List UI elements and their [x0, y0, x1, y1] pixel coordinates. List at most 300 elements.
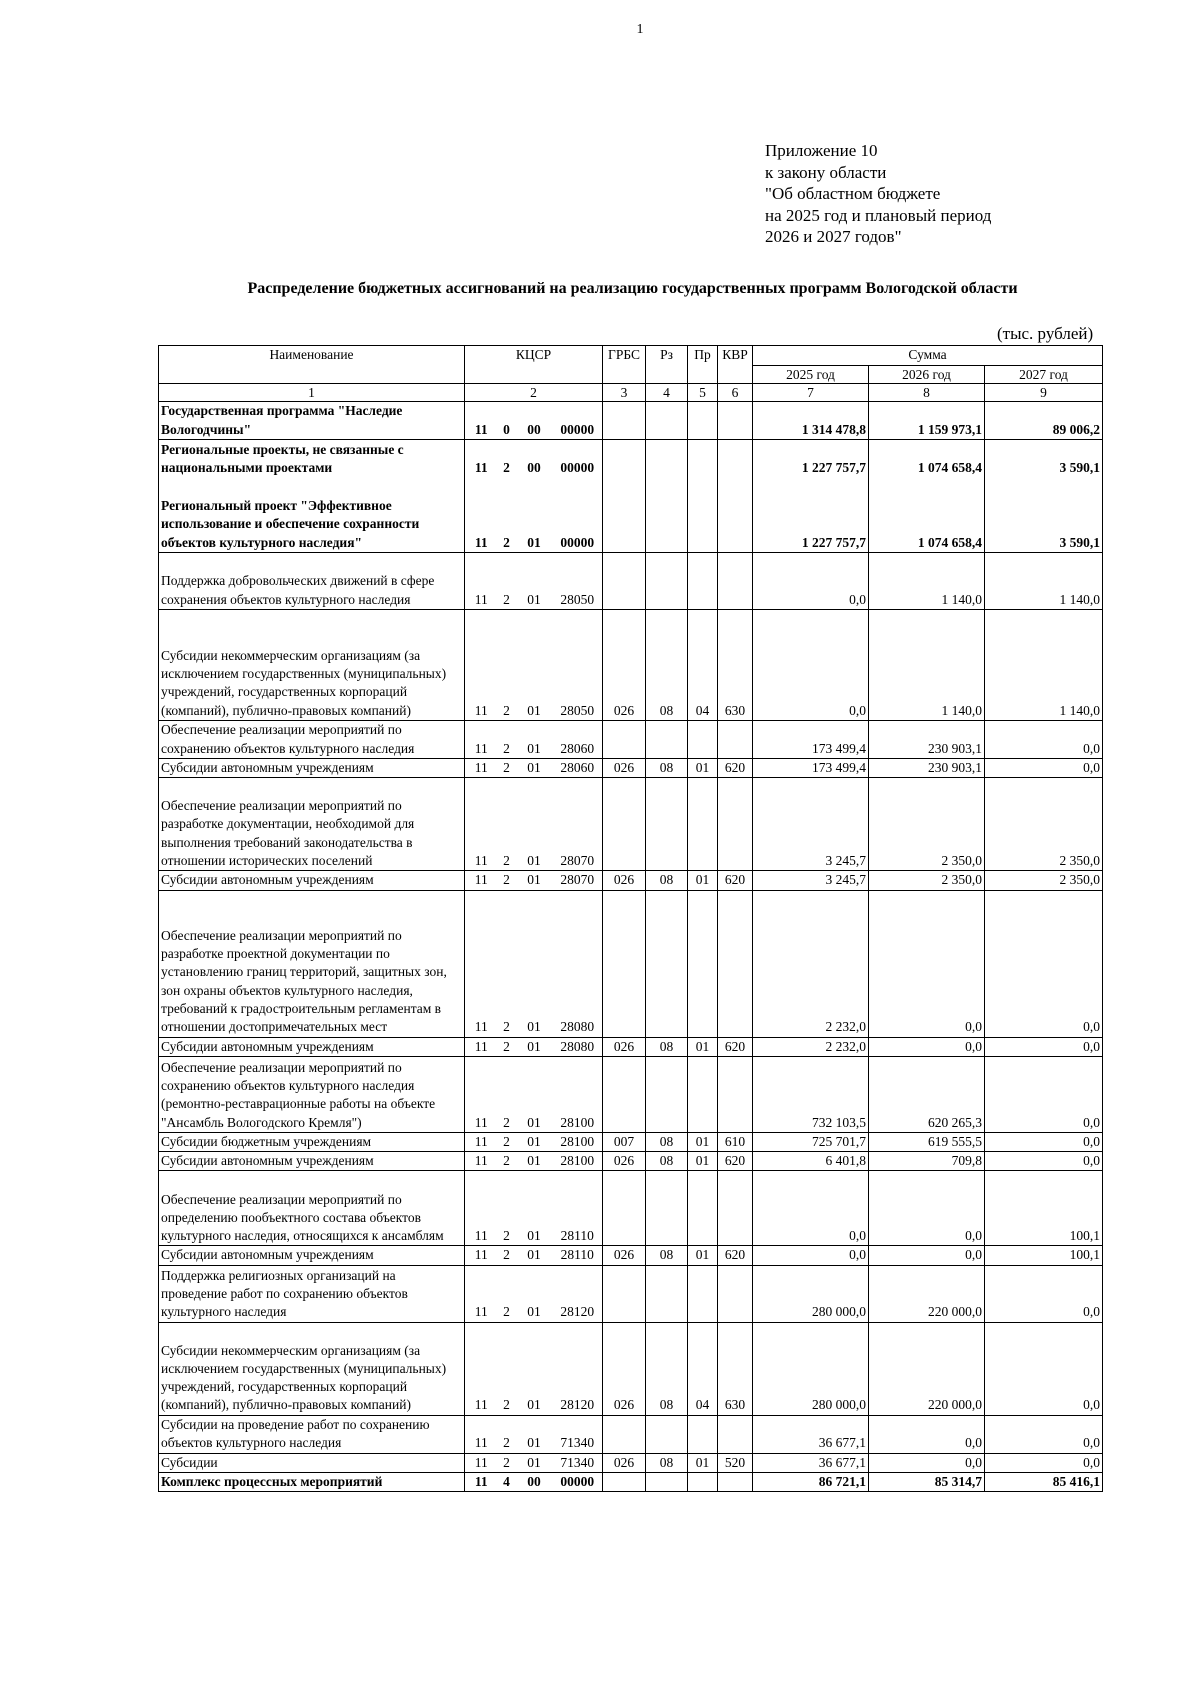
table-row — [159, 1265, 1103, 1322]
pr-code — [688, 1171, 718, 1246]
amount-2025: 36 677,1 — [753, 1415, 869, 1453]
page-number: 1 — [636, 22, 644, 37]
column-number: 9 — [985, 384, 1103, 402]
table-cell-name: Субсидии автономным учреждениям — [159, 1246, 465, 1265]
appendix-line: на 2025 год и плановый период — [765, 205, 992, 225]
rz-code: 08 — [646, 1132, 688, 1151]
table-body — [159, 402, 1103, 1492]
grbs-code — [603, 1415, 646, 1453]
kcsr-type-code: 4 — [498, 1473, 516, 1492]
amount-2025: 86 721,1 — [753, 1473, 869, 1492]
kcsr-direction-code: 28060 — [553, 721, 603, 759]
table-row — [159, 1415, 1103, 1453]
kcsr-type-code: 2 — [498, 1171, 516, 1246]
table-cell-name: Региональный проект "Эффективное использование и обеспечение сохранности объектов культурного наследия" — [159, 478, 465, 553]
amount-2026: 0,0 — [869, 1037, 985, 1056]
kcsr-project-code: 01 — [516, 1037, 553, 1056]
kcsr-direction-code: 28070 — [553, 778, 603, 871]
amount-2026: 0,0 — [869, 1415, 985, 1453]
grbs-code: 026 — [603, 759, 646, 778]
grbs-code — [603, 440, 646, 478]
pr-code — [688, 440, 718, 478]
amount-2027: 0,0 — [985, 1152, 1103, 1171]
header-kvr: КВР — [718, 346, 753, 384]
table-row — [159, 553, 1103, 610]
table-row — [159, 1246, 1103, 1265]
amount-2027: 100,1 — [985, 1246, 1103, 1265]
kcsr-direction-code: 28120 — [553, 1322, 603, 1415]
kcsr-project-code: 01 — [516, 478, 553, 553]
amount-2027: 2 350,0 — [985, 871, 1103, 890]
kcsr-program-code: 11 — [465, 1322, 498, 1415]
kcsr-project-code: 01 — [516, 1056, 553, 1132]
table-row — [159, 1171, 1103, 1246]
pr-code — [688, 1056, 718, 1132]
kcsr-direction-code: 28080 — [553, 1037, 603, 1056]
header-kcsr: КЦСР — [465, 346, 603, 384]
amount-2025: 1 314 478,8 — [753, 402, 869, 440]
units-label: (тыс. рублей) — [997, 324, 1094, 343]
amount-2027: 3 590,1 — [985, 478, 1103, 553]
kcsr-project-code: 00 — [516, 440, 553, 478]
kcsr-type-code: 2 — [498, 1322, 516, 1415]
rz-code — [646, 440, 688, 478]
amount-2027: 0,0 — [985, 1056, 1103, 1132]
budget-table — [158, 345, 1103, 1492]
amount-2026: 0,0 — [869, 890, 985, 1037]
table-cell-name: Субсидии автономным учреждениям — [159, 759, 465, 778]
table-row — [159, 1037, 1103, 1056]
kcsr-direction-code: 28100 — [553, 1056, 603, 1132]
kcsr-project-code: 01 — [516, 1453, 553, 1472]
rz-code — [646, 1265, 688, 1322]
kcsr-type-code: 2 — [498, 1056, 516, 1132]
kcsr-project-code: 01 — [516, 778, 553, 871]
kcsr-program-code: 11 — [465, 1415, 498, 1453]
kcsr-program-code: 11 — [465, 871, 498, 890]
appendix-line: к закону области — [765, 162, 887, 182]
kcsr-type-code: 2 — [498, 721, 516, 759]
amount-2026: 709,8 — [869, 1152, 985, 1171]
kvr-code — [718, 1265, 753, 1322]
kcsr-project-code: 01 — [516, 721, 553, 759]
amount-2025: 2 232,0 — [753, 890, 869, 1037]
kcsr-direction-code: 71340 — [553, 1415, 603, 1453]
table-header — [159, 346, 1103, 402]
grbs-code — [603, 890, 646, 1037]
table-cell-name: Обеспечение реализации мероприятий по сохранению объектов культурного наследия (ремонтно-реставрационные работы на объекте "Ансамбль Вологодского Кремля") — [159, 1056, 465, 1132]
amount-2025: 0,0 — [753, 610, 869, 721]
kvr-code: 520 — [718, 1453, 753, 1472]
kcsr-program-code: 11 — [465, 553, 498, 610]
table-cell-name: Субсидии некоммерческим организациям (за исключением государственных (муниципальных) учреждений, государственных корпораций (компаний), публично-правовых компаний) — [159, 610, 465, 721]
grbs-code — [603, 402, 646, 440]
amount-2026: 2 350,0 — [869, 778, 985, 871]
kcsr-type-code: 2 — [498, 478, 516, 553]
amount-2026: 230 903,1 — [869, 721, 985, 759]
amount-2025: 1 227 757,7 — [753, 478, 869, 553]
amount-2025: 173 499,4 — [753, 759, 869, 778]
kcsr-program-code: 11 — [465, 440, 498, 478]
table-row — [159, 1322, 1103, 1415]
amount-2027: 0,0 — [985, 1453, 1103, 1472]
amount-2027: 0,0 — [985, 1132, 1103, 1151]
kcsr-direction-code: 28100 — [553, 1152, 603, 1171]
grbs-code: 026 — [603, 1322, 646, 1415]
amount-2025: 280 000,0 — [753, 1265, 869, 1322]
amount-2026: 1 159 973,1 — [869, 402, 985, 440]
amount-2026: 619 555,5 — [869, 1132, 985, 1151]
grbs-code: 026 — [603, 871, 646, 890]
amount-2027: 0,0 — [985, 1322, 1103, 1415]
kcsr-direction-code: 28100 — [553, 1132, 603, 1151]
header-rz: Рз — [646, 346, 688, 384]
grbs-code: 007 — [603, 1132, 646, 1151]
kcsr-direction-code: 28070 — [553, 871, 603, 890]
kcsr-program-code: 11 — [465, 1056, 498, 1132]
appendix-line: "Об областном бюджете — [765, 184, 941, 203]
kvr-code: 630 — [718, 610, 753, 721]
table-row — [159, 721, 1103, 759]
kcsr-type-code: 2 — [498, 1132, 516, 1151]
header-year-2025: 2025 год — [753, 366, 869, 384]
pr-code — [688, 478, 718, 553]
amount-2026: 220 000,0 — [869, 1322, 985, 1415]
kvr-code — [718, 553, 753, 610]
kvr-code: 620 — [718, 759, 753, 778]
kcsr-project-code: 01 — [516, 1171, 553, 1246]
amount-2026: 1 074 658,4 — [869, 440, 985, 478]
kcsr-type-code: 2 — [498, 778, 516, 871]
pr-code — [688, 721, 718, 759]
header-grbs: ГРБС — [603, 346, 646, 384]
rz-code — [646, 1171, 688, 1246]
amount-2027: 0,0 — [985, 890, 1103, 1037]
kcsr-type-code: 0 — [498, 402, 516, 440]
rz-code — [646, 1415, 688, 1453]
kcsr-program-code: 11 — [465, 759, 498, 778]
table-cell-name: Субсидии некоммерческим организациям (за исключением государственных (муниципальных) учреждений, государственных корпораций (компаний), публично-правовых компаний) — [159, 1322, 465, 1415]
amount-2025: 1 227 757,7 — [753, 440, 869, 478]
kcsr-program-code: 11 — [465, 1171, 498, 1246]
kvr-code — [718, 1056, 753, 1132]
column-number: 5 — [688, 384, 718, 402]
pr-code — [688, 402, 718, 440]
table-row — [159, 759, 1103, 778]
rz-code: 08 — [646, 1322, 688, 1415]
kcsr-type-code: 2 — [498, 1265, 516, 1322]
appendix-caption — [765, 140, 991, 248]
column-number: 8 — [869, 384, 985, 402]
kcsr-program-code: 11 — [465, 1132, 498, 1151]
rz-code — [646, 553, 688, 610]
kvr-code: 610 — [718, 1132, 753, 1151]
pr-code — [688, 890, 718, 1037]
grbs-code: 026 — [603, 610, 646, 721]
kvr-code: 620 — [718, 871, 753, 890]
table-cell-name: Комплекс процессных мероприятий — [159, 1473, 465, 1492]
kcsr-direction-code: 00000 — [553, 478, 603, 553]
table-row — [159, 890, 1103, 1037]
column-number: 3 — [603, 384, 646, 402]
table-cell-name: Государственная программа "Наследие Вологодчины" — [159, 402, 465, 440]
kcsr-program-code: 11 — [465, 1453, 498, 1472]
kvr-code: 620 — [718, 1037, 753, 1056]
kcsr-direction-code: 71340 — [553, 1453, 603, 1472]
kcsr-program-code: 11 — [465, 478, 498, 553]
column-number: 7 — [753, 384, 869, 402]
rz-code: 08 — [646, 610, 688, 721]
table-row — [159, 1056, 1103, 1132]
kvr-code: 630 — [718, 1322, 753, 1415]
document-title: Распределение бюджетных ассигнований на реализацию государственных программ Вологодской области — [247, 280, 1018, 297]
amount-2026: 230 903,1 — [869, 759, 985, 778]
amount-2027: 0,0 — [985, 721, 1103, 759]
table-cell-name: Поддержка добровольческих движений в сфере сохранения объектов культурного наследия — [159, 553, 465, 610]
amount-2026: 0,0 — [869, 1453, 985, 1472]
amount-2025: 2 232,0 — [753, 1037, 869, 1056]
table-row — [159, 610, 1103, 721]
header-pr: Пр — [688, 346, 718, 384]
grbs-code: 026 — [603, 1037, 646, 1056]
kcsr-project-code: 01 — [516, 1132, 553, 1151]
amount-2027: 89 006,2 — [985, 402, 1103, 440]
kcsr-program-code: 11 — [465, 890, 498, 1037]
table-cell-name: Субсидии автономным учреждениям — [159, 871, 465, 890]
amount-2027: 2 350,0 — [985, 778, 1103, 871]
grbs-code — [603, 553, 646, 610]
table-cell-name: Обеспечение реализации мероприятий по разработке проектной документации по установлению границ территорий, защитных зон, зон охраны объектов культурного наследия, требований к градостроительным регламентам в отношении достопримечательных мест — [159, 890, 465, 1037]
amount-2025: 36 677,1 — [753, 1453, 869, 1472]
kcsr-type-code: 2 — [498, 1246, 516, 1265]
rz-code: 08 — [646, 1246, 688, 1265]
rz-code — [646, 890, 688, 1037]
amount-2025: 173 499,4 — [753, 721, 869, 759]
amount-2026: 0,0 — [869, 1171, 985, 1246]
kcsr-direction-code: 00000 — [553, 1473, 603, 1492]
amount-2026: 620 265,3 — [869, 1056, 985, 1132]
pr-code: 01 — [688, 1037, 718, 1056]
kcsr-type-code: 2 — [498, 553, 516, 610]
kcsr-program-code: 11 — [465, 1473, 498, 1492]
kcsr-direction-code: 28050 — [553, 610, 603, 721]
grbs-code — [603, 778, 646, 871]
grbs-code — [603, 1265, 646, 1322]
rz-code — [646, 1056, 688, 1132]
table-cell-name: Региональные проекты, не связанные с национальными проектами — [159, 440, 465, 478]
column-number: 2 — [465, 384, 603, 402]
kcsr-direction-code: 00000 — [553, 440, 603, 478]
kcsr-direction-code: 28110 — [553, 1246, 603, 1265]
appendix-line: Приложение 10 — [765, 141, 878, 160]
amount-2026: 2 350,0 — [869, 871, 985, 890]
table-row — [159, 1132, 1103, 1151]
rz-code — [646, 478, 688, 553]
kcsr-project-code: 01 — [516, 1246, 553, 1265]
amount-2025: 0,0 — [753, 553, 869, 610]
kcsr-program-code: 11 — [465, 1265, 498, 1322]
kcsr-type-code: 2 — [498, 610, 516, 721]
kcsr-direction-code: 00000 — [553, 402, 603, 440]
grbs-code: 026 — [603, 1453, 646, 1472]
table-row — [159, 778, 1103, 871]
kcsr-project-code: 01 — [516, 890, 553, 1037]
table-row — [159, 1453, 1103, 1472]
grbs-code — [603, 478, 646, 553]
table-row — [159, 478, 1103, 553]
amount-2026: 0,0 — [869, 1246, 985, 1265]
pr-code — [688, 553, 718, 610]
kcsr-program-code: 11 — [465, 1246, 498, 1265]
kcsr-project-code: 00 — [516, 1473, 553, 1492]
pr-code: 01 — [688, 1132, 718, 1151]
kcsr-type-code: 2 — [498, 759, 516, 778]
amount-2025: 3 245,7 — [753, 778, 869, 871]
column-number: 4 — [646, 384, 688, 402]
table-row — [159, 1473, 1103, 1492]
kcsr-type-code: 2 — [498, 440, 516, 478]
table-cell-name: Субсидии автономным учреждениям — [159, 1037, 465, 1056]
amount-2025: 725 701,7 — [753, 1132, 869, 1151]
grbs-code — [603, 1056, 646, 1132]
rz-code — [646, 402, 688, 440]
amount-2027: 0,0 — [985, 1037, 1103, 1056]
table-cell-name: Обеспечение реализации мероприятий по определению пообъектного состава объектов культурного наследия, относящихся к ансамблям — [159, 1171, 465, 1246]
kcsr-program-code: 11 — [465, 610, 498, 721]
amount-2027: 0,0 — [985, 1415, 1103, 1453]
table-row — [159, 871, 1103, 890]
table-cell-name: Субсидии — [159, 1453, 465, 1472]
kcsr-type-code: 2 — [498, 1453, 516, 1472]
kcsr-program-code: 11 — [465, 1037, 498, 1056]
table-row — [159, 1152, 1103, 1171]
rz-code: 08 — [646, 759, 688, 778]
kcsr-type-code: 2 — [498, 871, 516, 890]
kcsr-project-code: 01 — [516, 1152, 553, 1171]
pr-code: 04 — [688, 1322, 718, 1415]
amount-2027: 0,0 — [985, 1265, 1103, 1322]
rz-code — [646, 721, 688, 759]
kcsr-project-code: 01 — [516, 1265, 553, 1322]
kcsr-program-code: 11 — [465, 402, 498, 440]
amount-2025: 0,0 — [753, 1246, 869, 1265]
column-number: 6 — [718, 384, 753, 402]
kcsr-project-code: 01 — [516, 871, 553, 890]
amount-2027: 1 140,0 — [985, 553, 1103, 610]
kcsr-type-code: 2 — [498, 1415, 516, 1453]
kvr-code — [718, 1415, 753, 1453]
appendix-line: 2026 и 2027 годов" — [765, 227, 902, 246]
kcsr-direction-code: 28110 — [553, 1171, 603, 1246]
grbs-code: 026 — [603, 1152, 646, 1171]
grbs-code: 026 — [603, 1246, 646, 1265]
header-name: Наименование — [159, 346, 465, 384]
kvr-code — [718, 890, 753, 1037]
amount-2025: 6 401,8 — [753, 1152, 869, 1171]
header-year-2027: 2027 год — [985, 366, 1103, 384]
kvr-code — [718, 478, 753, 553]
kcsr-program-code: 11 — [465, 778, 498, 871]
kvr-code — [718, 1473, 753, 1492]
kvr-code — [718, 402, 753, 440]
rz-code: 08 — [646, 1037, 688, 1056]
table-cell-name: Обеспечение реализации мероприятий по сохранению объектов культурного наследия — [159, 721, 465, 759]
kcsr-project-code: 01 — [516, 553, 553, 610]
amount-2025: 0,0 — [753, 1171, 869, 1246]
kcsr-type-code: 2 — [498, 1152, 516, 1171]
kvr-code — [718, 721, 753, 759]
pr-code: 01 — [688, 1152, 718, 1171]
kcsr-direction-code: 28120 — [553, 1265, 603, 1322]
pr-code — [688, 1415, 718, 1453]
rz-code: 08 — [646, 1152, 688, 1171]
amount-2026: 1 140,0 — [869, 553, 985, 610]
rz-code — [646, 778, 688, 871]
kcsr-project-code: 01 — [516, 610, 553, 721]
amount-2026: 1 074 658,4 — [869, 478, 985, 553]
kcsr-project-code: 01 — [516, 1415, 553, 1453]
amount-2025: 280 000,0 — [753, 1322, 869, 1415]
amount-2026: 220 000,0 — [869, 1265, 985, 1322]
amount-2025: 732 103,5 — [753, 1056, 869, 1132]
kcsr-project-code: 00 — [516, 402, 553, 440]
table-row — [159, 440, 1103, 478]
amount-2027: 1 140,0 — [985, 610, 1103, 721]
pr-code: 04 — [688, 610, 718, 721]
kcsr-program-code: 11 — [465, 721, 498, 759]
amount-2027: 3 590,1 — [985, 440, 1103, 478]
rz-code — [646, 1473, 688, 1492]
table-cell-name: Субсидии автономным учреждениям — [159, 1152, 465, 1171]
kcsr-direction-code: 28060 — [553, 759, 603, 778]
pr-code — [688, 1265, 718, 1322]
kvr-code: 620 — [718, 1152, 753, 1171]
table-row — [159, 402, 1103, 440]
rz-code: 08 — [646, 871, 688, 890]
table-cell-name: Субсидии бюджетным учреждениям — [159, 1132, 465, 1151]
kvr-code — [718, 440, 753, 478]
kvr-code: 620 — [718, 1246, 753, 1265]
kcsr-direction-code: 28080 — [553, 890, 603, 1037]
pr-code: 01 — [688, 1246, 718, 1265]
amount-2027: 85 416,1 — [985, 1473, 1103, 1492]
amount-2027: 0,0 — [985, 759, 1103, 778]
table-cell-name: Субсидии на проведение работ по сохранению объектов культурного наследия — [159, 1415, 465, 1453]
header-sum: Сумма — [753, 346, 1103, 366]
kvr-code — [718, 778, 753, 871]
amount-2026: 1 140,0 — [869, 610, 985, 721]
kcsr-type-code: 2 — [498, 890, 516, 1037]
kcsr-type-code: 2 — [498, 1037, 516, 1056]
column-number: 1 — [159, 384, 465, 402]
amount-2025: 3 245,7 — [753, 871, 869, 890]
table-cell-name: Обеспечение реализации мероприятий по разработке документации, необходимой для выполнения требований законодательства в отношении исторических поселений — [159, 778, 465, 871]
amount-2026: 85 314,7 — [869, 1473, 985, 1492]
kvr-code — [718, 1171, 753, 1246]
table-cell-name: Поддержка религиозных организаций на проведение работ по сохранению объектов культурного наследия — [159, 1265, 465, 1322]
grbs-code — [603, 1473, 646, 1492]
pr-code: 01 — [688, 1453, 718, 1472]
grbs-code — [603, 721, 646, 759]
kcsr-program-code: 11 — [465, 1152, 498, 1171]
pr-code — [688, 1473, 718, 1492]
rz-code: 08 — [646, 1453, 688, 1472]
pr-code — [688, 778, 718, 871]
pr-code: 01 — [688, 871, 718, 890]
kcsr-project-code: 01 — [516, 1322, 553, 1415]
header-year-2026: 2026 год — [869, 366, 985, 384]
pr-code: 01 — [688, 759, 718, 778]
